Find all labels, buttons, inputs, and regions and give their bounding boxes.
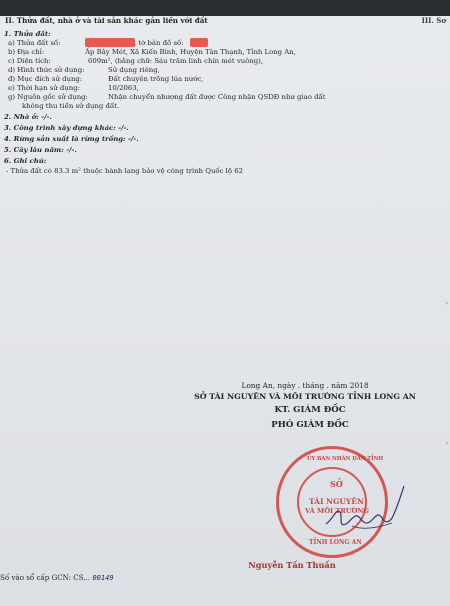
right-section-title: III. Sơ xyxy=(421,16,446,25)
perennial-section: 5. Cây lâu năm: -/-. xyxy=(4,146,77,154)
area-label: c) Diện tích: xyxy=(8,57,51,65)
purpose-label: đ) Mục đích sử dụng: xyxy=(8,75,83,83)
term-label: e) Thời hạn sử dụng: xyxy=(8,84,80,92)
address-label: b) Địa chỉ: xyxy=(8,48,45,56)
term-value: 10/2063, xyxy=(108,84,139,92)
kt-director: KT. GIÁM ĐỐC xyxy=(274,405,346,415)
edge-mark: › xyxy=(445,300,448,307)
area-value: 609m², (bằng chữ: Sáu trăm linh chín mét vuông), xyxy=(88,57,264,65)
origin-label: g) Nguồn gốc sử dụng: xyxy=(8,93,88,101)
seal-top-text: SỞ xyxy=(330,479,343,489)
redaction-mark xyxy=(190,38,208,47)
seal-line-2: VÀ MÔI TRƯỜNG xyxy=(305,507,369,515)
registry-number: 00149 xyxy=(92,573,114,582)
registry-label: Số vào sổ cấp GCN: CS... xyxy=(0,573,93,582)
place-date: Long An, ngày . tháng . năm 2018 xyxy=(241,381,369,390)
redaction-mark xyxy=(85,38,135,47)
seal-ring-text: ỦY BAN NHÂN DÂN TỈNH xyxy=(307,456,384,462)
usage-form-value: Sử dụng riêng, xyxy=(108,66,160,74)
notes-value: - Thửa đất có 83.3 m² thuộc hành lang bảo vệ công trình Quốc lộ 62 xyxy=(6,167,243,175)
purpose-value: Đất chuyên trồng lúa nước, xyxy=(108,75,204,83)
deputy-director: PHÓ GIÁM ĐỐC xyxy=(271,420,349,430)
forest-section: 4. Rừng sản xuất là rừng trồng: -/-. xyxy=(4,135,139,143)
construction-section: 3. Công trình xây dựng khác: -/-. xyxy=(4,124,129,132)
seal-line-1: TÀI NGUYÊN xyxy=(309,497,364,506)
section-title: II. Thửa đất, nhà ở và tài sản khác gắn liền với đất xyxy=(5,16,208,25)
house-section: 2. Nhà ở: -/-. xyxy=(4,113,52,121)
origin-value: Nhận chuyển nhượng đất được Công nhận QSDĐ như giao đất xyxy=(108,93,326,101)
address-value: Ấp Bảy Mét, Xã Kiến Bình, Huyện Tân Thạnh, Tỉnh Long An, xyxy=(85,48,296,56)
usage-form-label: d) Hình thức sử dụng: xyxy=(8,66,85,74)
parcel-heading: 1. Thửa đất: xyxy=(4,30,51,38)
map-sheet-label: , tờ bản đồ số: xyxy=(134,39,184,47)
parcel-number-label: a) Thửa đất số: xyxy=(8,39,61,47)
origin-value-continued: không thu tiền sử dụng đất. xyxy=(22,102,120,110)
signer-name: Nguyễn Tấn Thuấn xyxy=(248,560,336,570)
edge-mark: › xyxy=(445,440,448,447)
top-dark-band xyxy=(0,0,450,16)
handwritten-signature xyxy=(322,478,412,538)
registry-line xyxy=(0,573,114,594)
notes-heading: 6. Ghi chú: xyxy=(4,157,47,165)
issuing-authority: SỞ TÀI NGUYÊN VÀ MÔI TRƯỜNG TỈNH LONG AN xyxy=(194,392,416,401)
seal-bottom-text: TỈNH LONG AN xyxy=(309,539,362,546)
